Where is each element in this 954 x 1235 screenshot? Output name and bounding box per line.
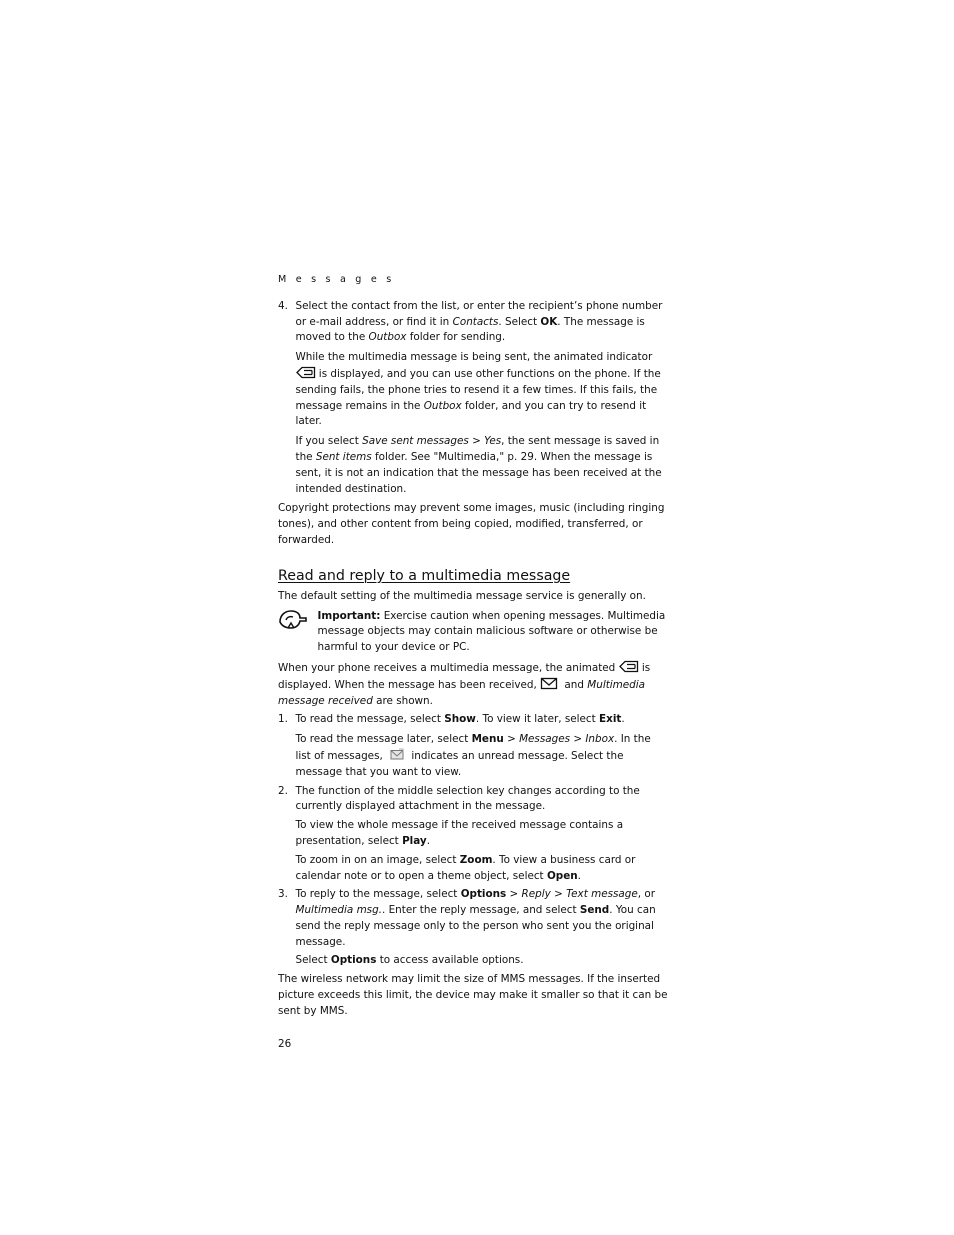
step-4-paragraph-1: Select the contact from the list, or enter the recipient’s phone number or e-mail address, or find it in Contacts. Select OK. The message is moved to the Outbox folder for sending. [295, 299, 663, 344]
step-1-paragraph-2: To read the message later, select Menu > Messages > Inbox. In the list of messages, indicates an unread message. Select the message that you want to view. [295, 733, 651, 778]
step-number: 4. [278, 299, 288, 312]
step-2-paragraph-2: To view the whole message if the received message contains a presentation, select Play. [295, 819, 624, 847]
receive-paragraph: When your phone receives a multimedia message, the animated is displayed. When the message has been received, and Multimedia message received are shown. [278, 661, 651, 707]
section-title: Read and reply to a multimedia message [278, 567, 571, 584]
document-page [278, 272, 668, 1052]
envelope-icon [540, 677, 558, 690]
step-3 [278, 887, 668, 969]
copyright-paragraph: Copyright protections may prevent some images, music (including ringing tones), and other content from being copied, modified, transferred, or forwarded. [278, 502, 665, 546]
step-1-paragraph-1: To read the message, select Show. To view it later, select Exit. [295, 713, 625, 726]
page-number: 26 [278, 1037, 292, 1050]
mms-sending-icon [296, 366, 316, 379]
step-4-paragraph-2: While the multimedia message is being sent, the animated indicator is displayed, and you can use other functions on the phone. If the sending fails, the phone tries to resend it a few times. If this fails, the message remains in the Outbox folder, and you can try to resend it later. [295, 351, 661, 428]
step-number: 1. [278, 713, 288, 726]
step-3-paragraph-1: To reply to the message, select Options > Reply > Text message, or Multimedia msg.. Enter the reply message, and select Send. You can send the reply message only to the person who sent you the original message. [295, 888, 656, 948]
mms-receiving-icon [619, 660, 639, 673]
step-2-paragraph-1: The function of the middle selection key changes according to the currently displayed attachment in the message. [295, 784, 640, 813]
step-4-paragraph-3: If you select Save sent messages > Yes, the sent message is saved in the Sent items folder. See "Multimedia," p. 29. When the message is sent, it is not an indication that the message has been received at the intended destination. [295, 435, 662, 495]
step-2 [278, 784, 668, 885]
unread-message-icon [389, 748, 405, 761]
step-2-paragraph-3: To zoom in on an image, select Zoom. To view a business card or calendar note or to open a theme object, select Open. [295, 853, 636, 882]
default-setting-paragraph: The default setting of the multimedia message service is generally on. [278, 589, 646, 602]
step-number: 3. [278, 888, 288, 901]
running-head: M e s s a g e s [278, 274, 395, 285]
important-hand-icon [278, 608, 308, 630]
step-4 [278, 299, 668, 498]
step-number: 2. [278, 784, 288, 797]
important-note [278, 609, 668, 656]
step-3-paragraph-2: Select Options to access available options. [295, 954, 524, 967]
mms-limit-paragraph: The wireless network may limit the size of MMS messages. If the inserted picture exceeds this limit, the device may make it smaller so that it can be sent by MMS. [278, 973, 668, 1017]
step-1 [278, 712, 668, 780]
important-note-text: Important: Exercise caution when opening messages. Multimedia message objects may contain malicious software or otherwise be harmful to your device or PC. [317, 609, 666, 654]
